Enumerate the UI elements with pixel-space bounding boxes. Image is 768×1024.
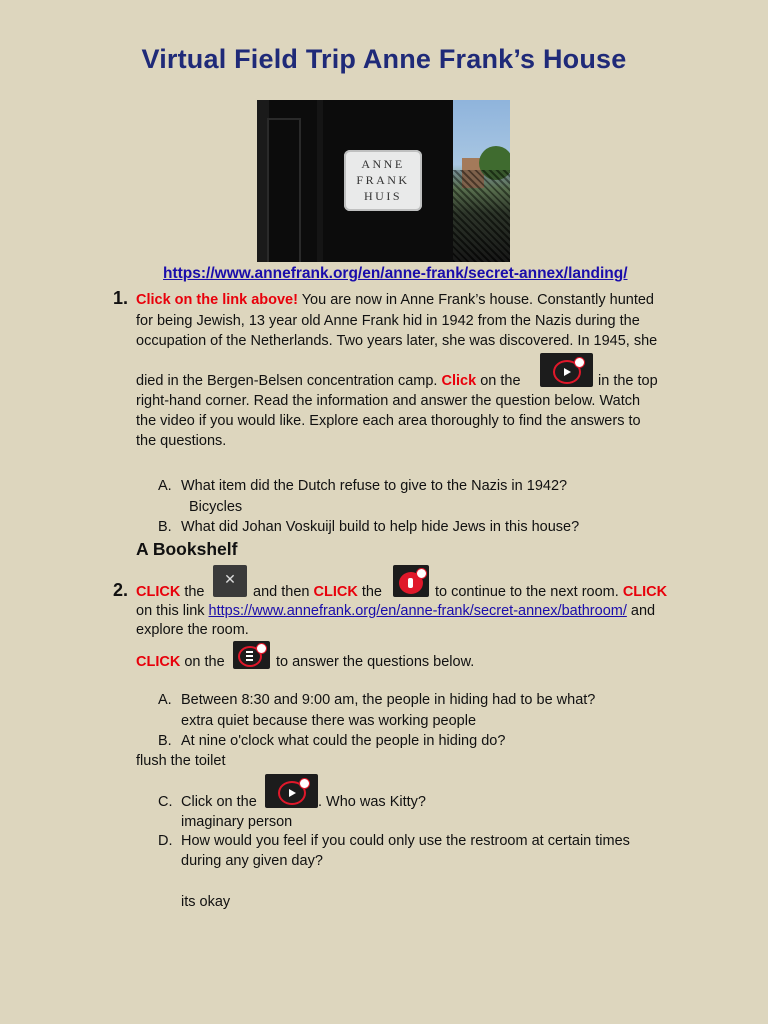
q2-the-1: the (180, 584, 205, 600)
q1-line-1-text: You are now in Anne Frank’s house. Constantly hunted (297, 292, 654, 308)
page-title: Virtual Field Trip Anne Frank’s House (141, 44, 627, 74)
q1-line-4-end: in the top (598, 373, 658, 389)
q1-line-6: the video if you would like. Explore each area thoroughly to find the answers to (136, 413, 641, 429)
q2-line-4-start (136, 652, 225, 672)
q1-line-4-mid: on the (476, 373, 521, 389)
q2d-question-line-2: during any given day? (181, 853, 323, 869)
q2a-question: Between 8:30 and 9:00 am, the people in hiding had to be what? (181, 692, 596, 708)
q2-click-2: CLICK (313, 584, 358, 600)
q2b-question: At nine o'clock what could the people in hiding do? (181, 733, 506, 749)
q2-click-4: CLICK (136, 654, 181, 670)
info-icon[interactable] (393, 565, 429, 597)
question-2-number: 2. (113, 580, 129, 600)
q2-line-1-end (435, 582, 667, 602)
q2-on-the: on the (180, 654, 225, 670)
q2c-question-start: Click on the (181, 794, 257, 810)
q2-line-1-middle (253, 582, 382, 602)
q2-the-2: the (357, 584, 382, 600)
q1-click-instruction: Click on the link above! (136, 292, 298, 308)
q2-line-2 (136, 601, 655, 621)
q2b-answer: flush the toilet (136, 753, 226, 769)
list-icon[interactable] (233, 641, 270, 669)
q2-line-3: explore the room. (136, 622, 249, 638)
q2-and: and (626, 603, 656, 619)
q2c-question-end: . Who was Kitty? (318, 794, 426, 810)
video-play-icon[interactable] (265, 774, 318, 808)
q1-line-4-start: died in the Bergen-Belsen concentration camp. (136, 373, 442, 389)
q2a-label: A. (158, 692, 172, 708)
q2-click-1: CLICK (136, 584, 181, 600)
q2-line-4-end: to answer the questions below. (276, 654, 475, 670)
q2d-answer: its okay (181, 894, 231, 910)
close-icon[interactable] (213, 565, 247, 597)
q2-line-1-start (136, 582, 205, 602)
q1b-question: What did Johan Voskuijl build to help hide Jews in this house? (181, 519, 580, 535)
q2d-question-line-1: How would you feel if you could only use the restroom at certain times (181, 833, 630, 849)
q1a-label: A. (158, 478, 172, 494)
q1b-answer: A Bookshelf (136, 539, 238, 559)
q2c-answer: imaginary person (181, 814, 293, 830)
q1-line-2: for being Jewish, 13 year old Anne Frank hid in 1942 from the Nazis during the (136, 313, 640, 329)
q1a-answer: Bicycles (189, 499, 243, 515)
q2-on-this-link: on this link (136, 603, 209, 619)
q1-line-3: occupation of the Netherlands. Two years later, she was discovered. In 1945, she (136, 333, 658, 349)
q2c-label: C. (158, 794, 173, 810)
question-1-number: 1. (113, 288, 129, 308)
bathroom-link[interactable]: https://www.annefrank.org/en/anne-frank/secret-annex/bathroom/ (208, 603, 627, 619)
q2b-label: B. (158, 733, 172, 749)
q2a-answer: extra quiet because there was working people (181, 713, 477, 729)
q1b-label: B. (158, 519, 172, 535)
landing-link[interactable]: https://www.annefrank.org/en/anne-frank/secret-annex/landing/ (163, 265, 628, 282)
house-sign (344, 150, 422, 211)
q2-and-then: and then (253, 584, 314, 600)
q1a-question: What item did the Dutch refuse to give to the Nazis in 1942? (181, 478, 568, 494)
q1-line-5: right-hand corner. Read the information and answer the question below. Watch (136, 393, 641, 409)
q1-line-4 (136, 371, 521, 391)
close-glyph: ✕ (224, 571, 236, 587)
sign-line-2: FRANK (356, 173, 410, 187)
anne-frank-huis-photo (257, 100, 510, 262)
sign-line-3: HUIS (363, 189, 402, 203)
q2-click-3: CLICK (622, 584, 668, 600)
q1-line-1 (136, 290, 654, 310)
q1-line-7: the questions. (136, 433, 227, 449)
sign-line-1: ANNE (361, 157, 405, 171)
q1-click-word: Click (441, 373, 477, 389)
q2d-label: D. (158, 833, 173, 849)
q2-continue: to continue to the next room. (435, 584, 623, 600)
video-play-icon[interactable] (540, 353, 593, 387)
